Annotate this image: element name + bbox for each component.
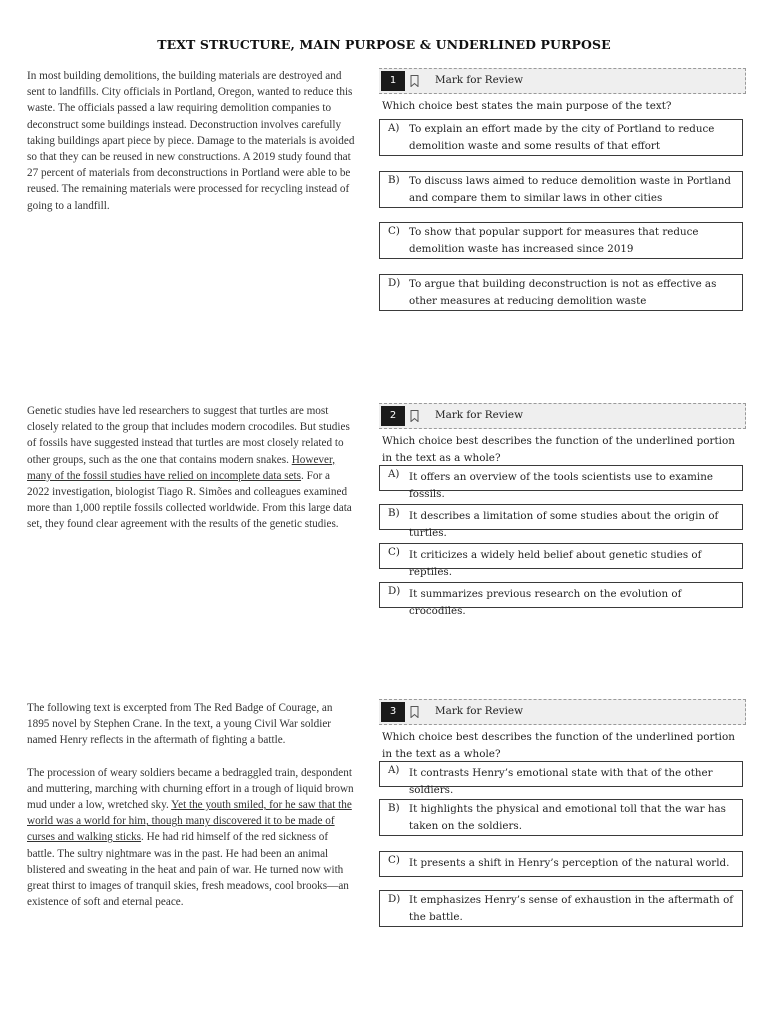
answer-choice-a[interactable] — [379, 465, 743, 500]
question-header — [379, 68, 746, 94]
answer-choice-d[interactable] — [379, 890, 743, 927]
choice-letter: B) — [388, 507, 400, 519]
page-title: TEXT STRUCTURE, MAIN PURPOSE & UNDERLINED PURPOSE — [157, 37, 611, 52]
choice-text: It contrasts Henry’s emotional state with that of the other soldiers. — [409, 767, 713, 796]
answer-choice-d[interactable] — [379, 582, 743, 617]
passage-text: Genetic studies have led researchers to suggest that turtles are most closely related to the group that includes modern crocodiles. But studies of fossils have suggested instead that turtles are most closely related to other groups, such as the one that contains modern snakes. — [27, 405, 350, 466]
bookmark-icon[interactable] — [410, 75, 419, 87]
choice-text: It criticizes a widely held belief about genetic studies of reptiles. — [409, 549, 702, 578]
choice-letter: A) — [388, 468, 400, 480]
mark-for-review-button[interactable]: Mark for Review — [435, 409, 523, 421]
question-header — [379, 403, 746, 429]
answer-choice-a[interactable] — [379, 119, 743, 156]
passage-text: The following text is excerpted from The Red Badge of Courage, an 1895 novel by Stephen Crane. In the text, a young Civil War soldier named Henry reflects in the aftermath of fighting a battle. — [27, 702, 333, 747]
answer-choice-d[interactable] — [379, 274, 743, 311]
mark-for-review-button[interactable]: Mark for Review — [435, 74, 523, 86]
underlined-portion: However, many of the fossil studies have relied on incomplete data sets — [27, 453, 336, 482]
passage-3 — [27, 700, 355, 920]
passage-text: . For a 2022 investigation, biologist Tiago R. Simões and colleagues examined more than 1,000 reptile fossils collected worldwide. From this large data set, they found clear agreement with the results of the genetic studies. — [27, 469, 352, 531]
passage-2 — [27, 403, 355, 543]
passage-text: The procession of weary soldiers became a bedraggled train, despondent and muttering, marching with churning effort in a trough of liquid brown mud under a low, wretched sky. — [27, 766, 354, 812]
passage-text: In most building demolitions, the building materials are destroyed and sent to landfills. City officials in Portland, Oregon, wanted to reduce this waste. The officials passed a law requiring demolition companies to deconstruct some buildings instead. Deconstruction involves carefully taking buildings apart piece by piece. Damage to the materials is avoided so that they can be reused in new constructions. A 2019 study found that 27 percent of materials from deconstructions in Portland were able to be reused. The remaining materials were processed for recycling instead of going to a landfill. — [27, 70, 355, 212]
choice-letter: B) — [388, 802, 400, 814]
answer-choice-c[interactable] — [379, 222, 743, 259]
question-number: 2 — [381, 406, 405, 426]
question-1 — [379, 68, 746, 307]
question-number: 1 — [381, 71, 405, 91]
answer-choice-c[interactable] — [379, 851, 743, 877]
question-number: 3 — [381, 702, 405, 722]
passage-paragraph — [27, 765, 355, 911]
choice-text: To explain an effort made by the city of Portland to reduce demolition waste and some results of that effort — [409, 123, 715, 152]
answer-choice-a[interactable] — [379, 761, 743, 796]
answer-choice-b[interactable] — [379, 799, 743, 836]
passage-intro — [27, 700, 355, 749]
underlined-portion: Yet the youth smiled, for he saw that the world was a world for him, though many discovered it to be made of curses and walking sticks — [27, 799, 352, 844]
choice-letter: C) — [388, 854, 400, 866]
question-3 — [379, 699, 746, 923]
choice-text: To discuss laws aimed to reduce demolition waste in Portland and compare them to similar laws in other cities — [409, 175, 732, 204]
choice-text: It offers an overview of the tools scientists use to examine fossils. — [409, 471, 713, 500]
choice-text: It summarizes previous research on the evolution of crocodiles. — [409, 588, 682, 617]
bookmark-icon[interactable] — [410, 706, 419, 718]
answer-choice-c[interactable] — [379, 543, 743, 578]
choice-text: It highlights the physical and emotional toll that the war has taken on the soldiers. — [409, 803, 726, 832]
choice-letter: C) — [388, 225, 400, 237]
answer-choice-b[interactable] — [379, 171, 743, 208]
choice-letter: D) — [388, 893, 401, 905]
choice-letter: A) — [388, 764, 400, 776]
passage-paragraph — [27, 68, 355, 214]
choice-letter: D) — [388, 585, 401, 597]
question-stem: Which choice best describes the function of the underlined portion in the text as a whole? — [382, 731, 735, 760]
choice-letter: C) — [388, 546, 400, 558]
question-2 — [379, 403, 746, 617]
choice-letter: A) — [388, 122, 400, 134]
bookmark-icon[interactable] — [410, 410, 419, 422]
choice-text: It presents a shift in Henry’s perception of the natural world. — [409, 857, 730, 869]
question-stem: Which choice best describes the function of the underlined portion in the text as a whole? — [382, 435, 735, 464]
choice-text: To show that popular support for measures that reduce demolition waste has increased since 2019 — [409, 226, 699, 255]
choice-text: To argue that building deconstruction is not as effective as other measures at reducing demolition waste — [409, 278, 717, 307]
choice-text: It describes a limitation of some studies about the origin of turtles. — [409, 510, 719, 539]
question-stem: Which choice best states the main purpose of the text? — [382, 100, 672, 112]
passage-paragraph — [27, 403, 355, 533]
choice-text: It emphasizes Henry’s sense of exhaustion in the aftermath of the battle. — [409, 894, 734, 923]
question-header — [379, 699, 746, 725]
passage-1 — [27, 68, 355, 224]
choice-letter: B) — [388, 174, 400, 186]
mark-for-review-button[interactable]: Mark for Review — [435, 705, 523, 717]
answer-choice-b[interactable] — [379, 504, 743, 539]
choice-letter: D) — [388, 277, 401, 289]
passage-text: . He had rid himself of the red sickness of battle. The sultry nightmare was in the past. He had been an animal blistered and sweating in the heat and pain of war. He turned now with great thirst to images of tranquil skies, fresh meadows, cool brooks—an existence of soft and eternal peace. — [27, 831, 349, 909]
